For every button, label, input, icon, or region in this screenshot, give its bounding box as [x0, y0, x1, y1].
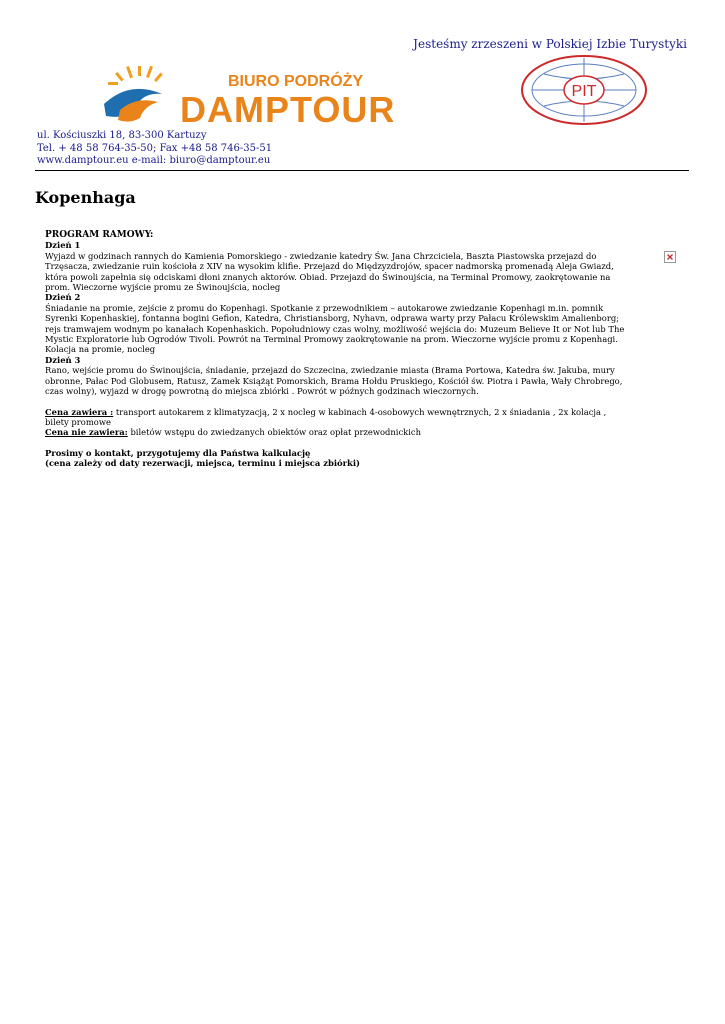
price-excludes-label: Cena nie zawiera:: [45, 427, 128, 438]
pit-logo-text: PIT: [571, 83, 597, 100]
header-divider: [35, 170, 689, 171]
contact-address: ul. Kościuszki 18, 83-300 Kartuzy: [37, 130, 207, 141]
logo-top-text: BIURO PODRÓŻY: [228, 73, 364, 90]
logo-main-text: DAMPTOUR: [180, 89, 396, 124]
damptour-logo: [100, 66, 412, 124]
footer-note-line2: (cena zależy od daty rezerwacji, miejsca, terminu i miejsca zbiórki): [45, 458, 360, 469]
price-excludes: [45, 427, 630, 437]
sun-wave-icon: [104, 66, 163, 122]
day-1-text: Wyjazd w godzinach rannych do Kamienia Pomorskiego - zwiedzanie katedry Św. Jana Chrzciciela, Baszta Piastowska przejazd do Trzęsacza, zwiedzanie ruin kościoła z XIV na wysokim klifie. Przejazd do Międzyzdrojów, spacer nadmorską promenadą Aleja Gwiazd, która powoli zapełnia się odciskami dłoni znanych aktorów. Obiad. Przejazd do Świnoujścia, na Terminal Promowy, zaokrętowanie na prom. Wieczorne wyjście promu ze Świnoujścia, nocleg: [45, 250, 614, 293]
day-3-text: Rano, wejście promu do Świnoujścia, śniadanie, przejazd do Szczecina, zwiedzanie miasta (Brama Portowa, Katedra św. Jakuba, mury obronne, Pałac Pod Globusem, Ratusz, Zamek Książąt Pomorskich, Brama Hołdu Pruskiego, Kościół św. Piotra i Pawła, Wały Chrobrego, czas wolny), wyjazd w drogę powrotną do miejsca zbiórki . Powrót w późnych godzinach wieczornych.: [45, 365, 623, 397]
day-3-label: Dzień 3: [45, 354, 81, 365]
day-2-text: Śniadanie na promie, zejście z promu do Kopenhagi. Spotkanie z przewodnikiem – autokarowe zwiedzanie Kopenhagi m.in. pomnik Syrenki Kopenhaskiej, fontanna bogini Gefion, Katedra, Christiansborg, Nyhavn, odprawa warty przy Pałacu Królewskim Amalienborg; rejs tramwajem wodnym po kanałach Kopenhaskich. Popołudniowy czas wolny, możliwość wejścia do: Muzeum Believe It or Not lub The Mystic Exploratorie lub Ogrodów Tivoli. Powrót na Terminal Promowy zaokrętowanie na prom. Wieczorne wyjście promu z Kopenhagi. Kolacja na promie, nocleg: [45, 302, 625, 355]
contact-phone: Tel. + 48 58 764-35-50; Fax +48 58 746-35-51: [37, 142, 273, 154]
day-1-label: Dzień 1: [45, 240, 81, 251]
price-includes-text: transport autokarem z klimatyzacją, 2 x nocleg w kabinach 4-osobowych wewnętrznych, 2 x śniadania , 2x kolacja , bilety promowe: [45, 406, 607, 427]
membership-note: Jesteśmy zrzeszeni w Polskiej Izbie Turystyki: [413, 37, 687, 51]
price-excludes-text: biletów wstępu do zwiedzanych obiektów oraz opłat przewodnickich: [127, 427, 421, 438]
pit-logo: [520, 54, 648, 126]
broken-image-icon: [664, 251, 676, 263]
contact-block: [37, 130, 272, 168]
price-includes-label: Cena zawiera :: [45, 406, 114, 417]
price-includes: [45, 407, 630, 428]
program-content: [45, 230, 630, 469]
page-title: Kopenhaga: [35, 188, 136, 207]
contact-web-email[interactable]: www.damptour.eu e-mail: biuro@damptour.eu: [37, 155, 271, 166]
day-2-label: Dzień 2: [45, 292, 81, 303]
program-heading: PROGRAM RAMOWY:: [45, 230, 154, 240]
footer-note-line1: Prosimy o kontakt, przygotujemy dla Państwa kalkulację: [45, 447, 311, 458]
